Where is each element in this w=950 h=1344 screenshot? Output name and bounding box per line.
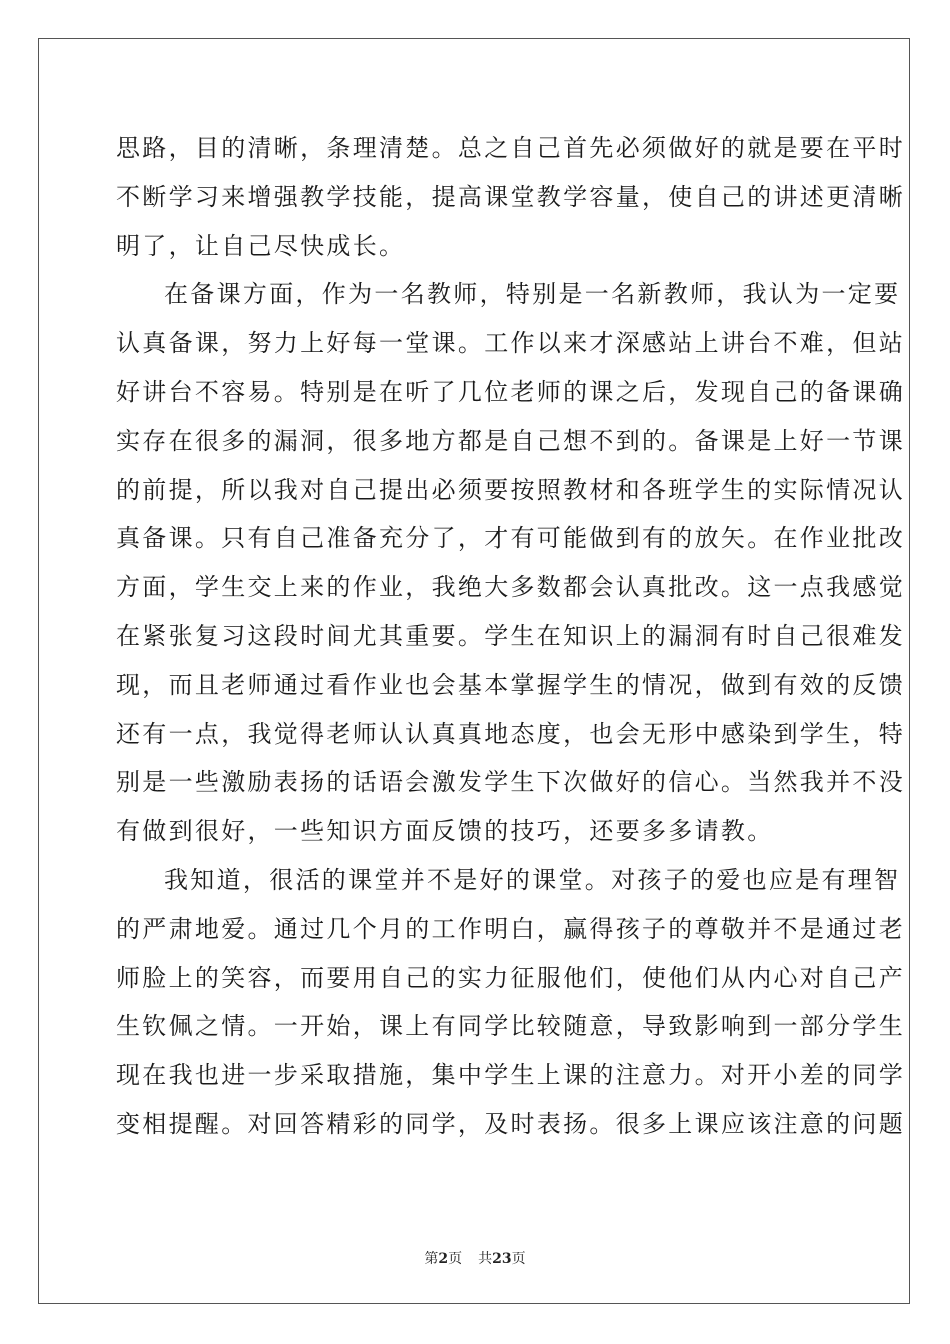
text-line: 明了，让自己尽快成长。 xyxy=(116,231,406,260)
text-line: 现在我也进一步采取措施，集中学生上课的注意力。对开小差的同学 xyxy=(116,1061,905,1090)
document-body xyxy=(116,124,905,1149)
page-suffix: 页 xyxy=(448,1251,463,1267)
total-indicator xyxy=(478,1251,525,1267)
total-suffix: 页 xyxy=(511,1251,526,1267)
text-line: 好讲台不容易。特别是在听了几位老师的课之后，发现自己的备课确 xyxy=(116,377,905,406)
text-line: 实存在很多的漏洞，很多地方都是自己想不到的。备课是上好一节课 xyxy=(116,426,905,455)
text-line: 别是一些激励表扬的话语会激发学生下次做好的信心。当然我并不没 xyxy=(116,768,905,797)
text-line: 现，而且老师通过看作业也会基本掌握学生的情况，做到有效的反馈 xyxy=(116,670,905,699)
paragraph-start-line: 在备课方面，作为一名教师，特别是一名新教师，我认为一定要 xyxy=(164,280,901,309)
text-line: 师脸上的笑容，而要用自己的实力征服他们，使他们从内心对自己产 xyxy=(116,963,905,992)
text-line: 生钦佩之情。一开始，课上有同学比较随意，导致影响到一部分学生 xyxy=(116,1012,905,1041)
text-line: 在紧张复习这段时间尤其重要。学生在知识上的漏洞有时自己很难发 xyxy=(116,621,905,650)
text-line: 还有一点，我觉得老师认认真真地态度，也会无形中感染到学生，特 xyxy=(116,719,905,748)
text-line: 有做到很好，一些知识方面反馈的技巧，还要多多请教。 xyxy=(116,817,774,846)
total-pages: 23 xyxy=(492,1251,512,1267)
page-indicator xyxy=(424,1251,462,1267)
page-footer xyxy=(0,1248,950,1268)
page-prefix: 第 xyxy=(424,1251,439,1267)
text-line: 不断学习来增强教学技能，提高课堂教学容量，使自己的讲述更清晰 xyxy=(116,182,905,211)
text-line: 变相提醒。对回答精彩的同学，及时表扬。很多上课应该注意的问题 xyxy=(116,1109,905,1138)
text-line: 方面，学生交上来的作业，我绝大多数都会认真批改。这一点我感觉 xyxy=(116,573,905,602)
page-number: 2 xyxy=(438,1251,449,1267)
text-line: 的严肃地爱。通过几个月的工作明白，赢得孩子的尊敬并不是通过老 xyxy=(116,914,905,943)
text-line: 认真备课，努力上好每一堂课。工作以来才深感站上讲台不难，但站 xyxy=(116,329,905,358)
text-line: 真备课。只有自己准备充分了，才有可能做到有的放矢。在作业批改 xyxy=(116,524,905,553)
text-line: 的前提，所以我对自己提出必须要按照教材和各班学生的实际情况认 xyxy=(116,475,905,504)
paragraph-start-line: 我知道，很活的课堂并不是好的课堂。对孩子的爱也应是有理智 xyxy=(164,865,901,894)
total-prefix: 共 xyxy=(478,1251,493,1267)
text-line: 思路，目的清晰，条理清楚。总之自己首先必须做好的就是要在平时 xyxy=(116,134,905,162)
